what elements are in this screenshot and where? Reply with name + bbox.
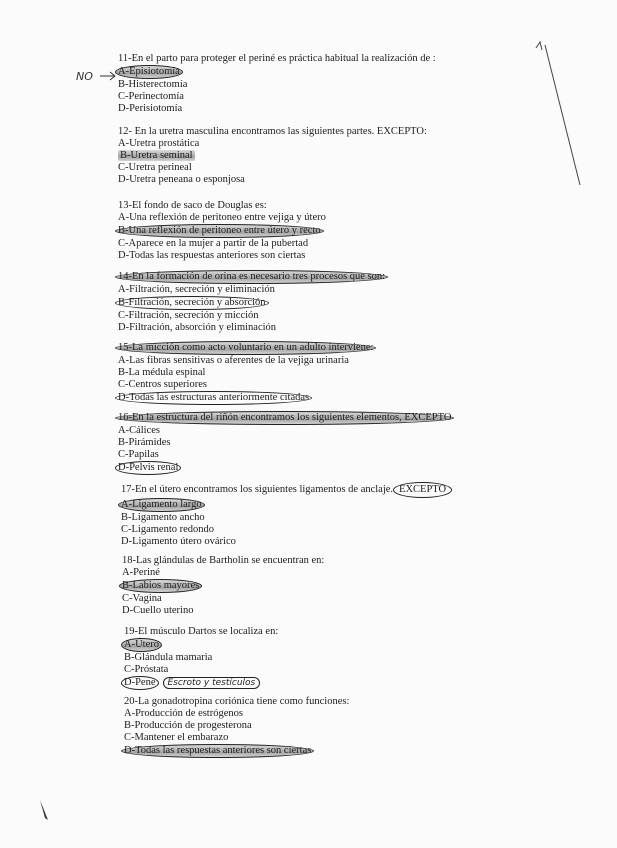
option-d: D-Ligamento útero ovárico: [121, 536, 236, 547]
option-b: B-Filtración, secreción y absorción: [118, 296, 388, 310]
question-17: [121, 482, 452, 548]
question-text: 11-En el parto para proteger el periné es práctica habitual la realización de :: [118, 53, 436, 64]
no-handwritten: NO: [76, 70, 93, 83]
question-text: 13-El fondo de saco de Douglas es:: [118, 200, 267, 211]
option-c: C-Centros superiores: [118, 379, 207, 390]
option-d: D-Cuello uterino: [122, 605, 194, 616]
question-15: [118, 341, 376, 405]
option-b: B-Labios mayores: [122, 579, 324, 593]
pen-mark-icon: [40, 800, 48, 820]
question-text: 16-En la estructura del riñón encontramos los siguientes elementos, EXCEPTO: [118, 411, 454, 425]
option-b: B-Producción de progesterona: [124, 720, 252, 731]
option-a: A-Útero: [124, 638, 278, 652]
question-11: [118, 53, 436, 115]
option-b: B-Glándula mamaria: [124, 652, 213, 663]
question-text: 20-La gonadotropina coriónica tiene como funciones:: [124, 696, 350, 707]
question-12: [118, 126, 427, 186]
option-b: B-Ligamento ancho: [121, 512, 205, 523]
option-d: D-Filtración, absorción y eliminación: [118, 322, 277, 333]
arrow-icon: [100, 72, 115, 80]
handwritten-note: Escroto y testículos: [163, 677, 261, 689]
question-19: [124, 626, 278, 690]
option-a: A-Uretra prostática: [118, 138, 200, 149]
option-a: A-Episiotomía: [118, 65, 436, 79]
question-14: [118, 270, 388, 334]
option-c: C-Uretra perineal: [118, 162, 192, 173]
option-a: A-Producción de estrógenos: [124, 708, 243, 719]
question-18: [122, 555, 324, 617]
option-d: D-Todas las respuestas anteriores son ciertas: [118, 250, 306, 261]
option-c: C-Perinectomía: [118, 91, 184, 102]
question-text: 12- En la uretra masculina encontramos las siguientes partes. EXCEPTO:: [118, 126, 427, 137]
corner-mark: [536, 42, 542, 50]
option-a: A-Periné: [122, 567, 160, 578]
option-d: D-Todas las estructuras anteriormente citadas: [118, 391, 376, 405]
option-c: C-Próstata: [124, 664, 169, 675]
option-b: B-Histerectomía: [118, 79, 188, 90]
option-c: C-Ligamento redondo: [121, 524, 215, 535]
question-text: 15-La micción como acto voluntario en un adulto interviene:: [118, 341, 376, 355]
excepto-circled: EXCEPTO: [393, 482, 452, 498]
option-c: C-Vagina: [122, 593, 162, 604]
option-b: B-Uretra seminal: [120, 150, 193, 161]
question-13: [118, 200, 326, 262]
option-d: D-Todas las respuestas anteriores son ciertas: [124, 744, 349, 758]
option-d: D-Pelvis renal: [118, 461, 454, 475]
option-a: A-Una reflexión de peritoneo entre vejiga y útero: [118, 212, 326, 223]
option-c: C-Aparece en la mujer a partir de la pubertad: [118, 238, 309, 249]
margin-line: [545, 45, 580, 185]
option-b: B-Pirámides: [118, 437, 171, 448]
option-d: D-Pene Escroto y testículos: [124, 676, 278, 690]
question-text: 14-En la formación de orina es necesario tres procesos que son:: [118, 270, 388, 284]
option-c: C-Mantener el embarazo: [124, 732, 229, 743]
question-text: 18-Las glándulas de Bartholin se encuentran en:: [122, 555, 325, 566]
question-16: [118, 411, 454, 475]
option-b: B-Una reflexión de peritoneo entre útero y recto: [118, 224, 326, 238]
option-a: A-Ligamento largo: [121, 498, 452, 512]
question-20: [124, 696, 349, 758]
option-a: A-Cálices: [118, 425, 160, 436]
option-a: A-Filtración, secreción y eliminación: [118, 284, 275, 295]
option-b: B-La médula espinal: [118, 367, 206, 378]
option-d: D-Perisiotomía: [118, 103, 183, 114]
question-text: 19-El músculo Dartos se localiza en:: [124, 626, 279, 637]
option-c: C-Papilas: [118, 449, 159, 460]
question-text: 17-En el útero encontramos los siguientes ligamentos de anclaje. EXCEPTO: [121, 482, 452, 498]
option-c: C-Filtración, secreción y micción: [118, 310, 259, 321]
option-a: A-Las fibras sensitivas o aferentes de la vejiga urinaria: [118, 355, 349, 366]
option-d: D-Uretra peneana o esponjosa: [118, 174, 245, 185]
